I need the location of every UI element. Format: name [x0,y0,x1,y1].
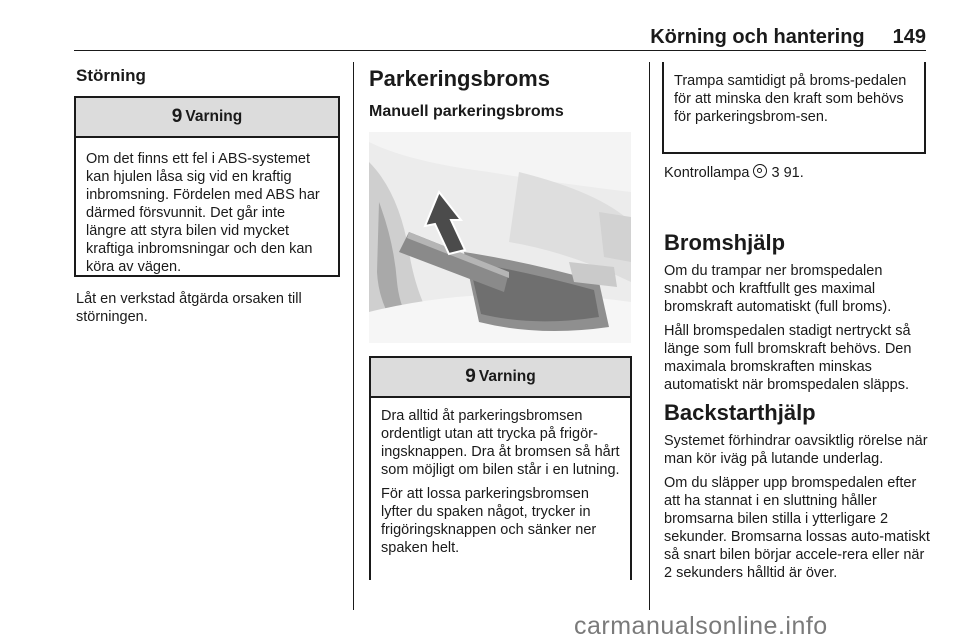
warning-body [76,138,338,290]
column-divider-left [353,62,354,610]
bromshjalp-paragraph-2: Håll bromspedalen stadigt nertryckt så länge som full bromskraft behövs. Den maximala bromskraften minskas automatiskt när bromspedalen släpps. [664,323,912,393]
chapter-title: Körning och hantering [650,26,865,48]
warning-body [371,398,630,571]
warning-box-abs [74,96,340,277]
warning-text: Om det finns ett fel i ABS-systemet kan hjulen låsa sig vid en kraftig inbromsning. Fördelen med ABS har därmed försvunnit. Det går inte längre att styra bilen vid mycket kraftiga inbromsningar och den kan köra av vägen. [86,151,320,275]
watermark: carmanualsonline.info [574,612,828,640]
warning-paragraph-2: För att lossa parkeringsbromsen lyfter du spaken något, trycker in frigöringsknappen och sänker ner spaken helt. [381,486,597,556]
warning-header [76,98,338,138]
kontrollampa-reference: 3 91. [771,165,804,181]
paragraph-verkstad [76,290,338,332]
section-heading-parkeringsbroms: Parkeringsbroms [369,66,550,91]
warning-continued-text: Trampa samtidigt på broms-pedalen för att minska den kraft som behövs för parkeringsbrom-sen. [674,73,907,125]
backstarthjalp-paragraph-1: Systemet förhindrar oavsiktlig rörelse när man kör iväg på lutande underlag. [664,433,928,467]
backstarthjalp-paragraph-2: Om du släpper upp bromspedalen efter att ha stannat i en sluttning håller bromsarna bilen stilla i ytterligare 2 sekunder. Bromsarna lossas auto-matiskt så snart bilen börjar accele-rera eller när 2 sekunders hålltid är över. [664,475,930,581]
bromshjalp-text [664,262,928,400]
kontrollampa-line [664,164,926,182]
warning-icon: 9 [465,366,476,387]
page-number: 149 [892,26,926,48]
warning-paragraph-1: Dra alltid åt parkeringsbromsen ordentligt utan att trycka på frigör-ingsknappen. Dra åt bromsen så hårt som möjligt om bilen står i en lutning. [381,408,620,478]
header-rule [74,50,926,51]
subheading-manuell: Manuell parkeringsbroms [369,103,564,120]
backstarthjalp-text [664,432,930,588]
column-divider-right [649,62,650,610]
warning-box-continued [662,62,926,154]
page-header [650,26,926,49]
warning-icon: 9 [171,106,183,127]
warning-header [371,358,630,398]
section-heading-bromshjalp: Bromshjälp [664,230,786,255]
warning-body [664,62,924,140]
warning-title: Varning [185,108,243,125]
paragraph-text: Låt en verkstad åtgärda orsaken till störningen. [76,291,302,325]
section-heading-storning: Störning [76,66,146,85]
bromshjalp-paragraph-1: Om du trampar ner bromspedalen snabbt och kraftfullt ges maximal bromskraft automatiskt (full broms). [664,263,892,315]
parking-brake-photo [369,132,631,343]
warning-title: Varning [478,368,536,385]
section-heading-backstarthjalp: Backstarthjälp [664,400,816,425]
brake-warning-lamp-icon [753,164,767,178]
kontrollampa-label: Kontrollampa [664,165,750,181]
warning-box-parkeringsbroms [369,356,632,580]
